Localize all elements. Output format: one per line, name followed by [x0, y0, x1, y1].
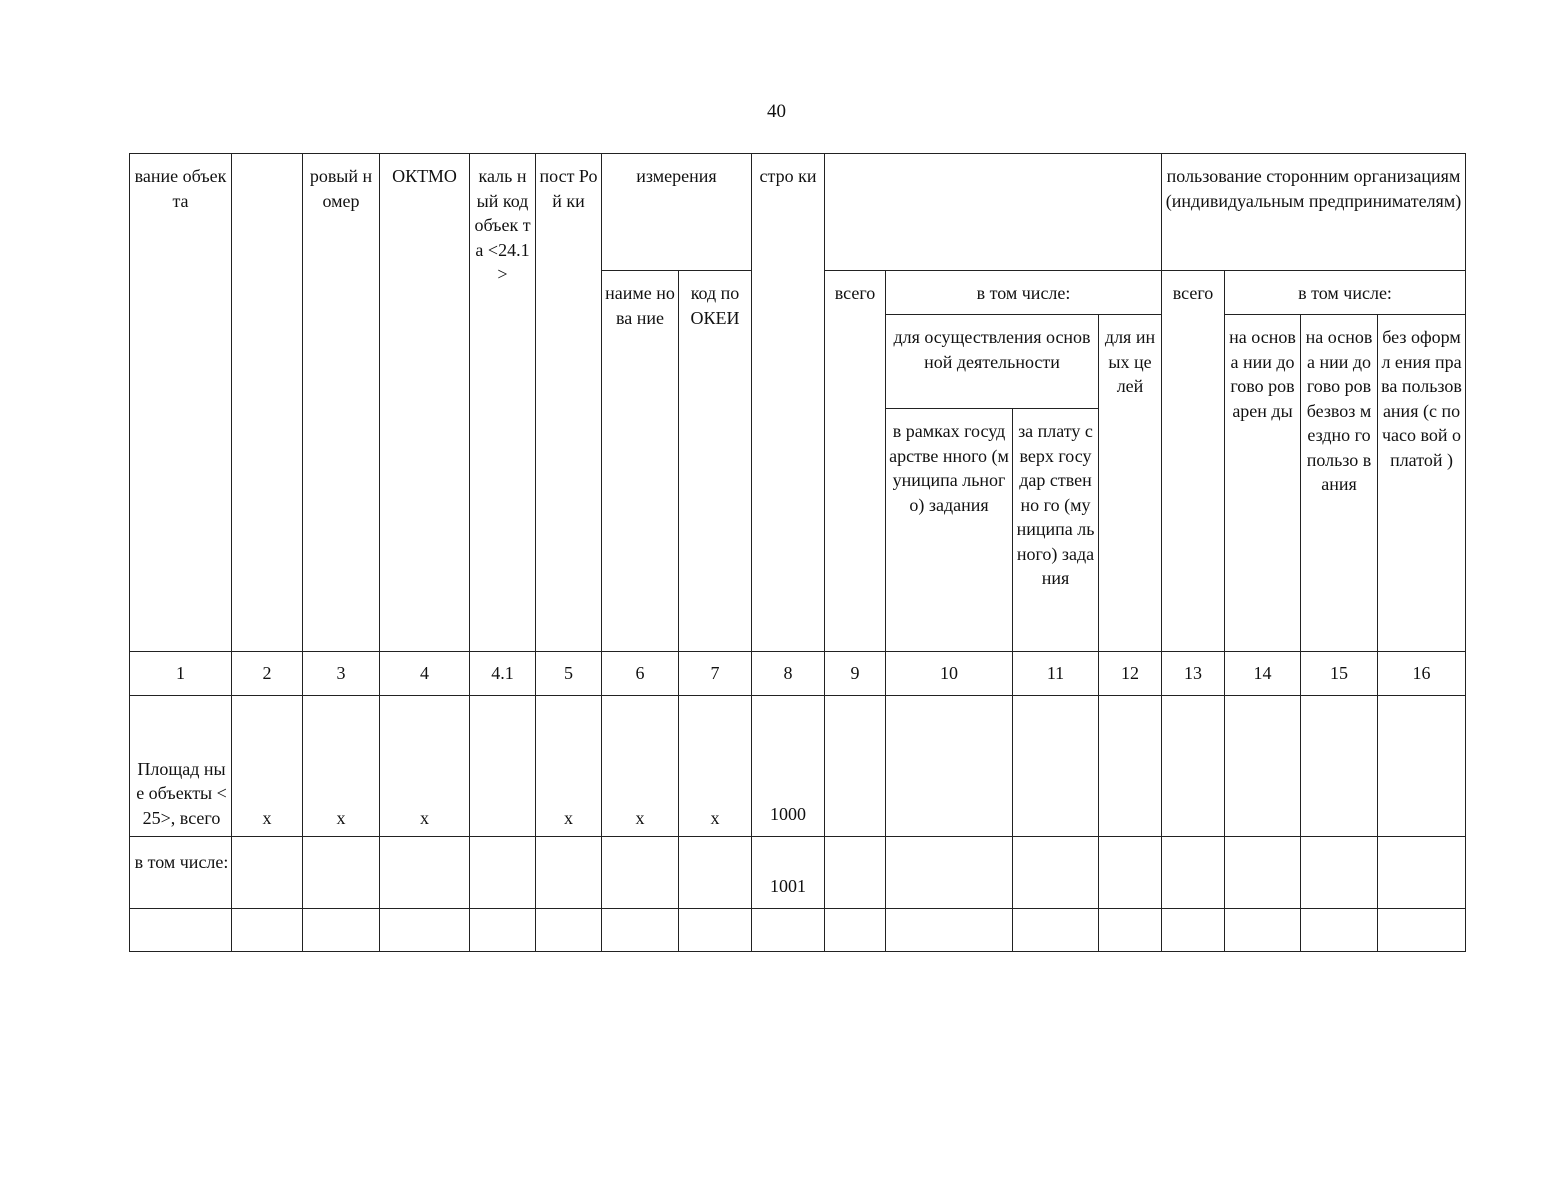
table-cell	[303, 837, 380, 909]
row-label	[130, 909, 232, 952]
table-cell	[1301, 837, 1378, 909]
column-number: 12	[1099, 652, 1162, 696]
header-lease: на основа нии догово ров арен ды	[1225, 315, 1301, 652]
header-number: ровый номер	[303, 154, 380, 652]
table-cell	[1013, 909, 1099, 952]
table-cell	[886, 909, 1013, 952]
header-state-task: в рамках государстве нного (муниципа льного) задания	[886, 409, 1013, 652]
header-own-total: всего	[825, 271, 886, 652]
header-unit-name: наиме нова ние	[602, 271, 679, 652]
header-third-party-use: пользование сторонним организациям (индивидуальным предпринимателям)	[1162, 154, 1466, 271]
row-label: в том числе:	[130, 837, 232, 909]
table-cell	[232, 909, 303, 952]
table-cell	[1162, 909, 1225, 952]
table-cell	[1013, 837, 1099, 909]
header-object-code: каль ный код объек та <24.1 >	[470, 154, 536, 652]
table-cell	[1099, 909, 1162, 952]
table-cell	[1162, 696, 1225, 837]
header-col-2	[232, 154, 303, 652]
header-free-use: на основа нии догово ров безвоз мездно го пользо вания	[1301, 315, 1378, 652]
header-other-purposes: для иных це лей	[1099, 315, 1162, 652]
column-number: 4.1	[470, 652, 536, 696]
header-main-activity: для осуществления основной деятельности	[886, 315, 1099, 409]
row-code: 1000	[752, 696, 825, 837]
table-cell	[825, 696, 886, 837]
row-label: Площад ные объекты <25>, всего	[130, 696, 232, 837]
header-construction: пост Рой ки	[536, 154, 602, 652]
table-cell	[679, 909, 752, 952]
column-number: 15	[1301, 652, 1378, 696]
table-cell	[602, 909, 679, 952]
table-cell	[536, 837, 602, 909]
column-number: 14	[1225, 652, 1301, 696]
table-cell: x	[380, 696, 470, 837]
header-third-party-total: всего	[1162, 271, 1225, 652]
table-cell	[1099, 837, 1162, 909]
table-cell	[1225, 696, 1301, 837]
header-paid-over-task: за плату сверх государ ственно го (му ниципа льного) задания	[1013, 409, 1099, 652]
table-cell	[380, 837, 470, 909]
column-number: 7	[679, 652, 752, 696]
table-cell	[1301, 909, 1378, 952]
property-table	[129, 153, 1466, 952]
table-cell	[470, 696, 536, 837]
table-cell	[1099, 696, 1162, 837]
table-cell	[380, 909, 470, 952]
column-number: 1	[130, 652, 232, 696]
table-row	[130, 909, 1466, 952]
table-cell	[602, 837, 679, 909]
table-cell	[536, 909, 602, 952]
header-row-1	[130, 154, 1466, 271]
table-cell	[752, 909, 825, 952]
column-number: 6	[602, 652, 679, 696]
column-number: 9	[825, 652, 886, 696]
table-cell	[1162, 837, 1225, 909]
table-cell: x	[602, 696, 679, 837]
table-cell	[1378, 909, 1466, 952]
table-cell	[470, 837, 536, 909]
header-okei-code: код по ОКЕИ	[679, 271, 752, 652]
table-cell	[303, 909, 380, 952]
table-cell	[1301, 696, 1378, 837]
column-number: 8	[752, 652, 825, 696]
table-cell: x	[232, 696, 303, 837]
header-own-use	[825, 154, 1162, 271]
column-number: 3	[303, 652, 380, 696]
table-cell	[1225, 837, 1301, 909]
column-number: 16	[1378, 652, 1466, 696]
table-cell	[886, 696, 1013, 837]
table-cell: x	[679, 696, 752, 837]
row-code: 1001	[752, 837, 825, 909]
column-number: 13	[1162, 652, 1225, 696]
table-cell	[232, 837, 303, 909]
column-number: 4	[380, 652, 470, 696]
table-cell	[825, 837, 886, 909]
column-number: 5	[536, 652, 602, 696]
column-number: 11	[1013, 652, 1099, 696]
table-cell	[679, 837, 752, 909]
table-cell	[886, 837, 1013, 909]
header-no-registration: без оформл ения права пользов ания (с почасо вой оплатой )	[1378, 315, 1466, 652]
column-number: 2	[232, 652, 303, 696]
header-third-party-including: в том числе:	[1225, 271, 1466, 315]
header-own-including: в том числе:	[886, 271, 1162, 315]
header-oktmo: ОКТМО	[380, 154, 470, 652]
column-number-row	[130, 652, 1466, 696]
table-cell: x	[536, 696, 602, 837]
header-row-code: стро ки	[752, 154, 825, 652]
table-cell: x	[303, 696, 380, 837]
column-number: 10	[886, 652, 1013, 696]
table-row	[130, 837, 1466, 909]
table-cell	[1378, 696, 1466, 837]
header-object-name: вание объекта	[130, 154, 232, 652]
header-measure-unit: измерения	[602, 154, 752, 271]
table-cell	[825, 909, 886, 952]
page-number: 40	[767, 101, 786, 122]
table-cell	[1225, 909, 1301, 952]
table-cell	[470, 909, 536, 952]
table-cell	[1378, 837, 1466, 909]
table-row	[130, 696, 1466, 837]
table-cell	[1013, 696, 1099, 837]
